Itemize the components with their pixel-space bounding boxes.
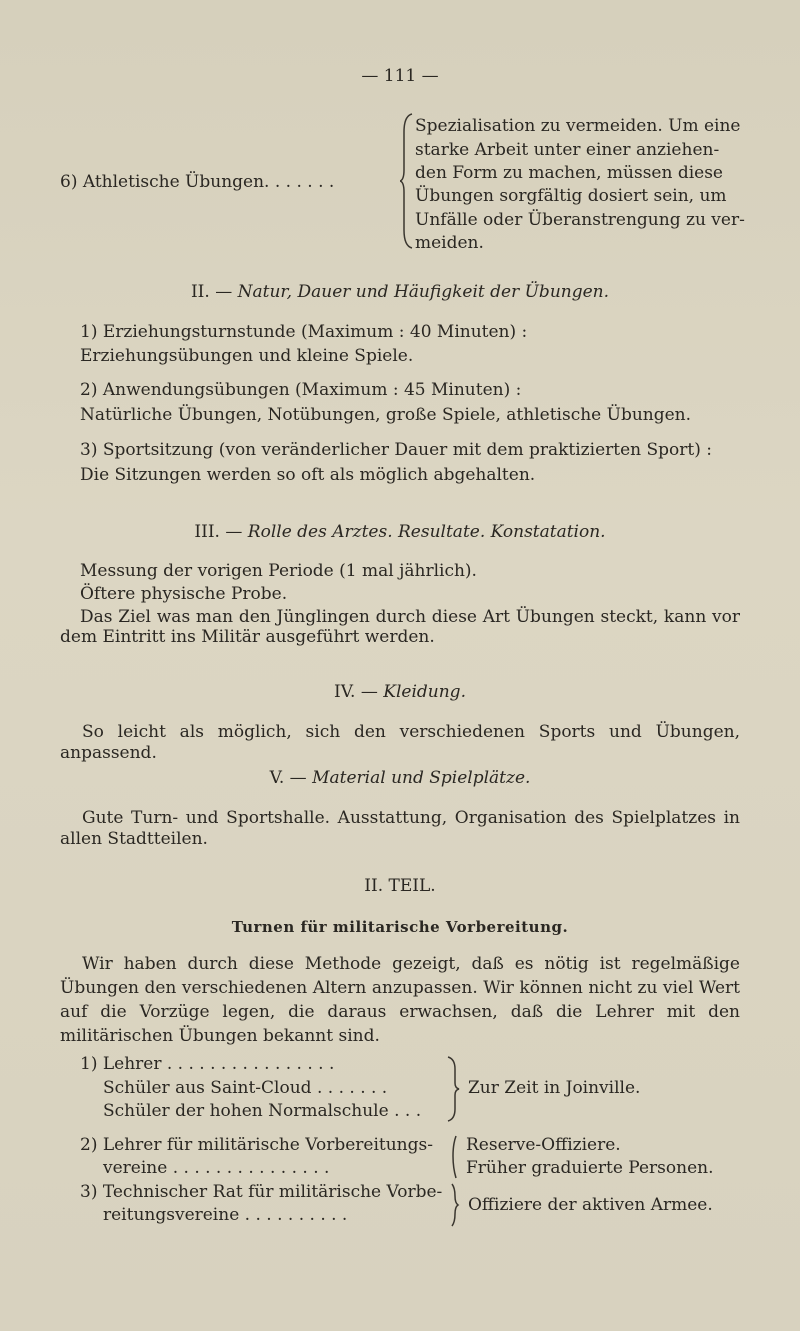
section-ii-line: Die Sitzungen werden so oft als möglich abgehalten. bbox=[80, 465, 536, 485]
part-ii-paragraph: Wir haben durch diese Methode gezeigt, daß es nötig ist regelmäßige Übungen den verschiedenen Altern anzupassen. Wir können nicht zu viel Wert auf die Vorzüge legen, die daraus erwachsen, daß die Lehrer mit den militärischen Übungen bekannt sind. bbox=[60, 954, 740, 1046]
list-item-1-line: Schüler der hohen Normalschule . . . bbox=[103, 1101, 422, 1121]
list-item-3-line: 3) Technischer Rat für militärische Vorbe- bbox=[80, 1182, 443, 1202]
section-iv-paragraph: So leicht als möglich, sich den verschiedenen Sports und Übungen, anpassend. bbox=[60, 722, 740, 763]
item-6-text-line: starke Arbeit unter einer anziehen- bbox=[415, 140, 720, 160]
section-ii-line: 3) Sportsitzung (von veränderlicher Dauer mit dem praktizierten Sport) : bbox=[80, 440, 712, 460]
list-item-2-note: Reserve-Offiziere. bbox=[466, 1135, 621, 1155]
brace-shape bbox=[448, 1134, 460, 1180]
list-item-1-line: Schüler aus Saint-Cloud . . . . . . . bbox=[103, 1078, 388, 1098]
list-item-1-line: 1) Lehrer . . . . . . . . . . . . . . . . bbox=[80, 1054, 335, 1074]
list-item-3-line: reitungsvereine . . . . . . . . . . bbox=[103, 1205, 348, 1225]
item-6-text-line: meiden. bbox=[415, 233, 484, 253]
item-6-text-line: Unfälle oder Überanstrengung zu ver- bbox=[415, 210, 745, 230]
item-6-text-line: Übungen sorgfältig dosiert sein, um bbox=[415, 186, 727, 206]
brace bbox=[400, 112, 410, 250]
brace-shape bbox=[446, 1182, 460, 1228]
section-ii-line: Erziehungsübungen und kleine Spiele. bbox=[80, 346, 414, 366]
section-ii-heading: II. — Natur, Dauer und Häufigkeit der Übungen. bbox=[190, 282, 610, 302]
item-6-label: 6) Athletische Übungen. . . . . . . bbox=[60, 172, 335, 192]
page-number: — 111 — bbox=[361, 66, 439, 86]
item-6-text-line: Spezialisation zu vermeiden. Um eine bbox=[415, 116, 741, 136]
section-v-paragraph: Gute Turn- und Sportshalle. Ausstattung, Organisation des Spielplatzes in allen Stadtteilen. bbox=[60, 808, 740, 849]
section-iii-heading: III. — Rolle des Arztes. Resultate. Konstatation. bbox=[194, 522, 606, 542]
section-iii-paragraph: Das Ziel was man den Jünglingen durch diese Art Übungen steckt, kann vor dem Eintritt ins Militär ausgeführt werden. bbox=[60, 607, 740, 647]
part-heading: II. TEIL. bbox=[364, 876, 436, 896]
section-iii-line: Messung der vorigen Periode (1 mal jährlich). bbox=[80, 561, 477, 581]
list-item-2-line: 2) Lehrer für militärische Vorbereitungs- bbox=[80, 1135, 433, 1155]
list-item-3-note: Offiziere der aktiven Armee. bbox=[468, 1195, 713, 1215]
section-v-heading: V. — Material und Spielplätze. bbox=[269, 768, 531, 788]
section-ii-line: 2) Anwendungsübungen (Maximum : 45 Minuten) : bbox=[80, 380, 522, 400]
section-iii-line: Öftere physische Probe. bbox=[80, 584, 288, 604]
list-item-1-note: Zur Zeit in Joinville. bbox=[468, 1078, 641, 1098]
list-item-2-line: vereine . . . . . . . . . . . . . . . bbox=[103, 1158, 330, 1178]
brace-shape bbox=[400, 112, 414, 250]
list-item-2-note: Früher graduierte Personen. bbox=[466, 1158, 714, 1178]
item-6-text-line: den Form zu machen, müssen diese bbox=[415, 163, 723, 183]
part-subheading: Turnen für militarische Vorbereitung. bbox=[231, 918, 569, 936]
section-iv-heading: IV. — Kleidung. bbox=[334, 682, 466, 702]
section-ii-line: Natürliche Übungen, Notübungen, große Spiele, athletische Übungen. bbox=[80, 405, 692, 425]
section-ii-line: 1) Erziehungsturnstunde (Maximum : 40 Minuten) : bbox=[80, 322, 528, 342]
brace-shape bbox=[446, 1055, 460, 1123]
